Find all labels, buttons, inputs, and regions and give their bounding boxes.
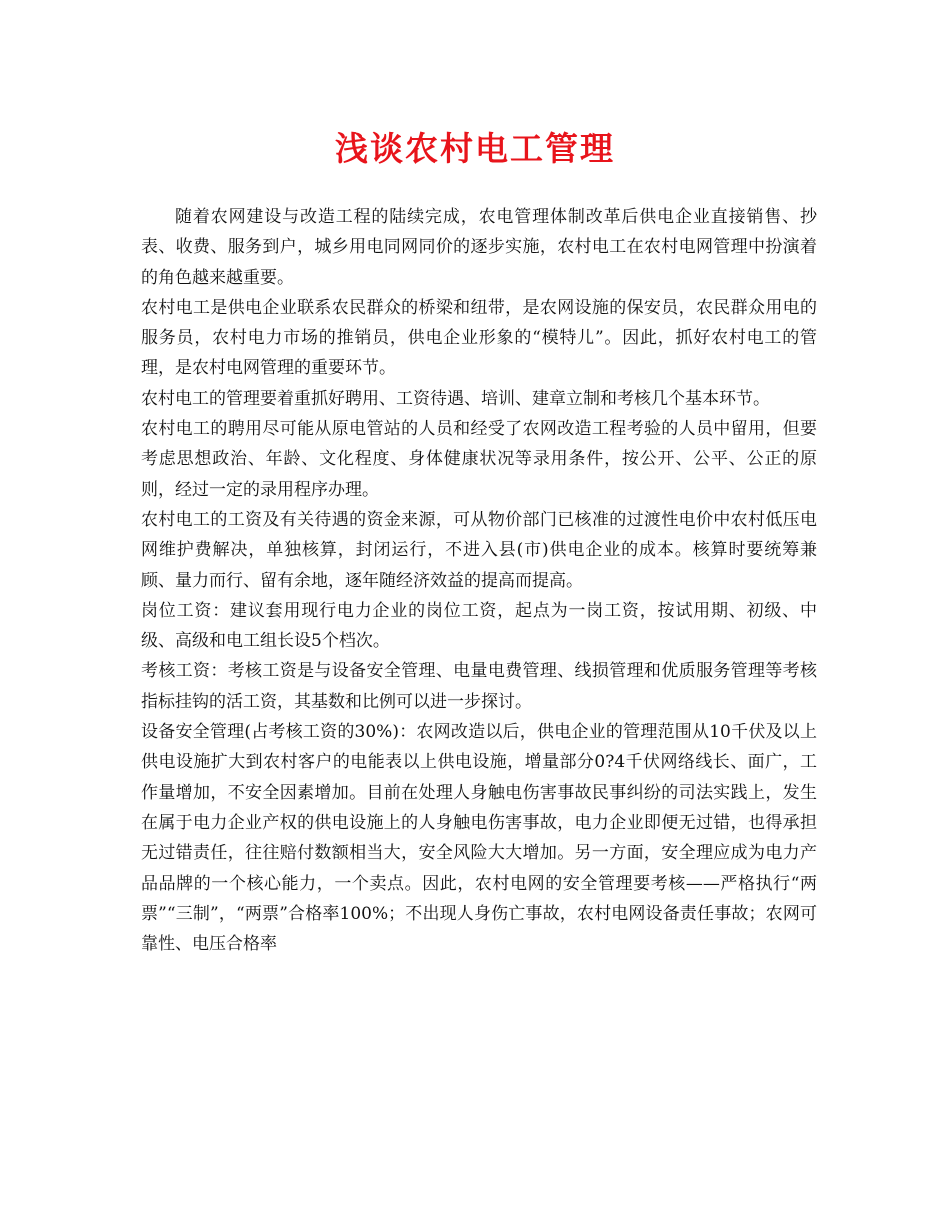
document-body <box>141 202 817 959</box>
paragraph-role: 农村电工是供电企业联系农民群众的桥梁和纽带，是农网设施的保安员，农民群众用电的服务员，农村电力市场的推销员，供电企业形象的“模特儿”。因此，抓好农村电工的管理，是农村电网管理的重要环节。 <box>141 297 817 379</box>
paragraph-wages: 农村电工的工资及有关待遇的资金来源，可从物价部门已核准的过渡性电价中农村低压电网维护费解决，单独核算，封闭运行，不进入县(市)供电企业的成本。核算时要统筹兼顾、量力而行、留有余地，逐年随经济效益的提高而提高。 <box>141 509 817 591</box>
paragraph-key-links: 农村电工的管理要着重抓好聘用、工资待遇、培训、建章立制和考核几个基本环节。 <box>141 388 770 409</box>
paragraph-intro: 随着农网建设与改造工程的陆续完成，农电管理体制改革后供电企业直接销售、抄表、收费、服务到户，城乡用电同网同价的逐步实施，农村电工在农村电网管理中扮演着的角色越来越重要。 <box>141 207 817 288</box>
paragraph-hiring: 农村电工的聘用尽可能从原电管站的人员和经受了农网改造工程考验的人员中留用，但要考虑思想政治、年龄、文化程度、身体健康状况等录用条件，按公开、公平、公正的原则，经过一定的录用程序办理。 <box>141 419 817 500</box>
document-title: 浅谈农村电工管理 <box>335 129 615 168</box>
paragraph-equipment-safety: 设备安全管理(占考核工资的30%)：农网改造以后，供电企业的管理范围从10千伏及以上供电设施扩大到农村客户的电能表以上供电设施，增量部分0?4千伏网络线长、面广，工作量增加，不安全因素增加。目前在处理人身触电伤害事故民事纠纷的司法实践上，发生在属于电力企业产权的供电设施上的人身触电伤害事故，电力企业即便无过错，也得承担无过错责任，往往赔付数额相当大，安全风险大大增加。另一方面，安全理应成为电力产品品牌的一个核心能力，一个卖点。因此，农村电网的安全管理要考核——严格执行“两票”“三制”，“两票”合格率100%；不出现人身伤亡事故，农村电网设备责任事故；农网可靠性、电压合格率 <box>141 722 817 955</box>
paragraph-post-wage: 岗位工资：建议套用现行电力企业的岗位工资，起点为一岗工资，按试用期、初级、中级、高级和电工组长设5个档次。 <box>141 600 817 652</box>
paragraph-assessment-wage: 考核工资：考核工资是与设备安全管理、电量电费管理、线损管理和优质服务管理等考核指标挂钩的活工资，其基数和比例可以进一步探讨。 <box>141 661 817 712</box>
